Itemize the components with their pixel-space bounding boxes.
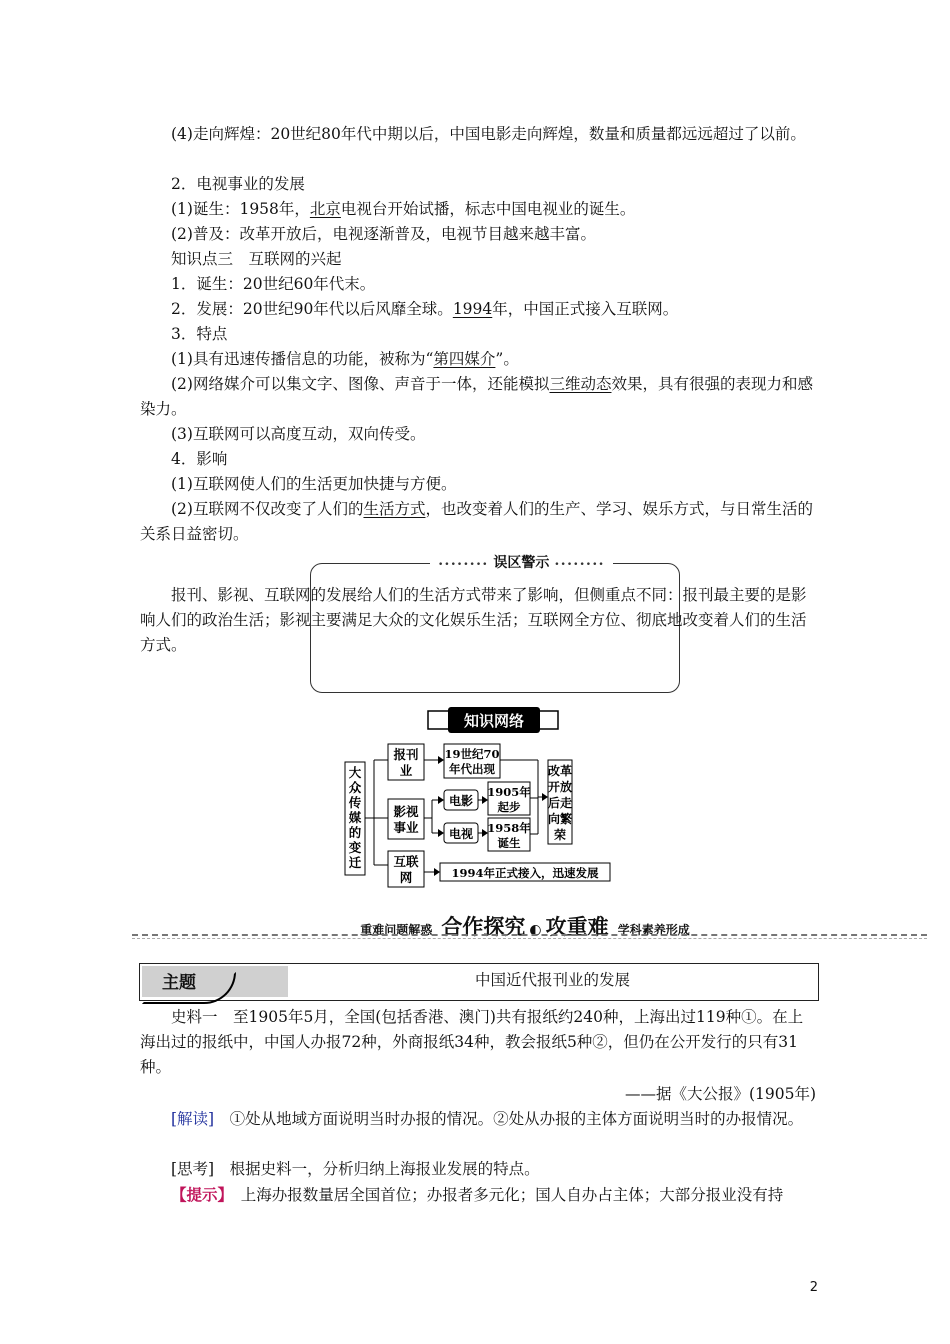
page-number: 2 [809,1280,818,1295]
film-tv-line-2: 事业 [393,820,419,835]
reform-line-2: 开放 [547,780,573,794]
text-feature-2: (2)网络媒介可以集文字、图像、声音于一体，还能模拟三维动态效果，具有很强的表现力和感染力。 [140,375,813,418]
internet-desc: 1994年正式接入，迅速发展 [451,866,599,880]
text-impact-heading: 4．影响 [171,450,228,468]
hint-tag: 【提示】 [171,1185,226,1204]
arrowhead-newspaper [438,756,444,764]
film-tv-line-1: 影视 [393,804,419,819]
text-internet-birth: 1．诞生：20世纪60年代末。 [171,275,376,293]
dots-decoration-left: •••••••• [438,560,489,570]
text-film-glory: (4)走向辉煌：20世纪80年代中期以后，中国电影走向辉煌，数量和质量都远远超过了以前。 [171,125,806,143]
banner-left: 重难问题解惑 [360,923,433,937]
banner-right: 学科素养形成 [617,923,690,937]
root-char-3: 传 [348,795,362,810]
internet-line-1: 互联 [393,854,419,869]
section-banner [310,911,740,941]
text-internet-development: 2．发展：20世纪90年代以后风靡全球。1994年，中国正式接入互联网。 [171,300,679,318]
root-char-4: 媒 [348,810,362,825]
newspaper-line-1: 报刊 [393,747,419,762]
arrowhead-tv [438,829,444,837]
film-tv-bracket [424,800,438,833]
film-label: 电影 [448,794,474,808]
root-char-5: 的 [348,825,362,840]
banner-divider-2 [132,938,927,939]
film-time-line-2: 起步 [497,800,521,814]
reform-line-3: 后走 [547,796,573,810]
newspaper-line-2: 业 [399,763,413,778]
text-features-heading: 3．特点 [171,325,228,343]
internet-line-2: 网 [399,870,413,885]
topic-label: 主题 [162,973,196,993]
hint-paragraph: 【提示】 上海办报数量居全国首位；办报者多元化；国人自办占主体；大部分报业没有持 [171,1185,784,1204]
banner-main-2: 攻重难 [545,915,609,939]
text-feature-1: (1)具有迅速传播信息的功能，被称为“第四媒介”。 [171,350,519,368]
tv-time-line-2: 诞生 [497,836,521,850]
banner-main-1: 合作探究 [441,915,526,939]
reform-line-1: 改革 [547,764,573,778]
text-tv-birth: (1)诞生：1958年，北京电视台开始试播，标志中国电视业的诞生。 [171,200,636,218]
material-source: ——据《大公报》(1905年) [624,1085,816,1103]
dots-decoration-right: •••••••• [554,560,605,570]
root-bracket [365,760,388,865]
root-char-1: 大 [348,765,362,780]
root-char-6: 变 [348,840,362,855]
text-tv-popular: (2)普及：改革开放后，电视逐渐普及，电视节目越来越丰富。 [171,225,596,243]
film-time-line-1: 1905年 [487,785,531,799]
topic-tab [142,966,288,997]
tv-time-line-1: 1958年 [487,821,531,835]
banner-arrow-icon: ◐ [529,922,542,938]
text-feature-3: (3)互联网可以高度互动，双向传受。 [171,425,426,443]
reform-line-5: 荣 [553,828,567,842]
text-knowledge-point-3: 知识点三 互联网的兴起 [171,250,342,268]
network-title: 知识网络 [463,712,525,730]
reading-tag: [解读] [171,1110,215,1128]
reform-line-4: 向繁 [547,812,573,826]
thinking-tag: [思考] [171,1160,215,1178]
tv-label: 电视 [448,827,474,841]
topic-title: 中国近代报刊业的发展 [474,971,630,989]
text-impact-1: (1)互联网使人们的生活更加快捷与方便。 [171,475,457,493]
arrowhead-internet [434,868,440,876]
newspaper-time-line-2: 年代出现 [449,762,495,776]
newspaper-time-line-1: 19世纪70 [444,747,500,761]
warning-text: 报刊、影视、互联网的发展给人们的生活方式带来了影响，但侧重点不同：报刊最主要的是影响人们的政治生活；影视主要满足大众的文化娱乐生活；互联网全方位、彻底地改变着人们的生活方式。 [140,586,807,654]
root-char-7: 迁 [348,855,362,870]
warning-title: •••••••• 误区警示 •••••••• [430,552,613,572]
reading-paragraph: [解读] ①处从地域方面说明当时办报的情况。②处从办报的主体方面说明当时的办报情况。 [171,1110,804,1128]
thinking-paragraph: [思考] 根据史料一，分析归纳上海报业发展的特点。 [171,1160,540,1178]
root-char-2: 众 [348,780,362,795]
material-paragraph: 史料一 至1905年5月，全国(包括香港、澳门)共有报纸约240种，上海出过119种①。在上海出过的报纸中，中国人办报72种，外商报纸34种，教会报纸5种②，但仍在公开发行的只有31种。 [140,1008,804,1076]
knowledge-network-diagram [330,705,620,890]
text-impact-2: (2)互联网不仅改变了人们的生活方式，也改变着人们的生产、学习、娱乐方式，与日常生活的关系日益密切。 [140,500,813,543]
banner-divider [132,934,927,936]
text-tv-heading: 2．电视事业的发展 [171,175,305,193]
arrowhead-film [438,796,444,804]
